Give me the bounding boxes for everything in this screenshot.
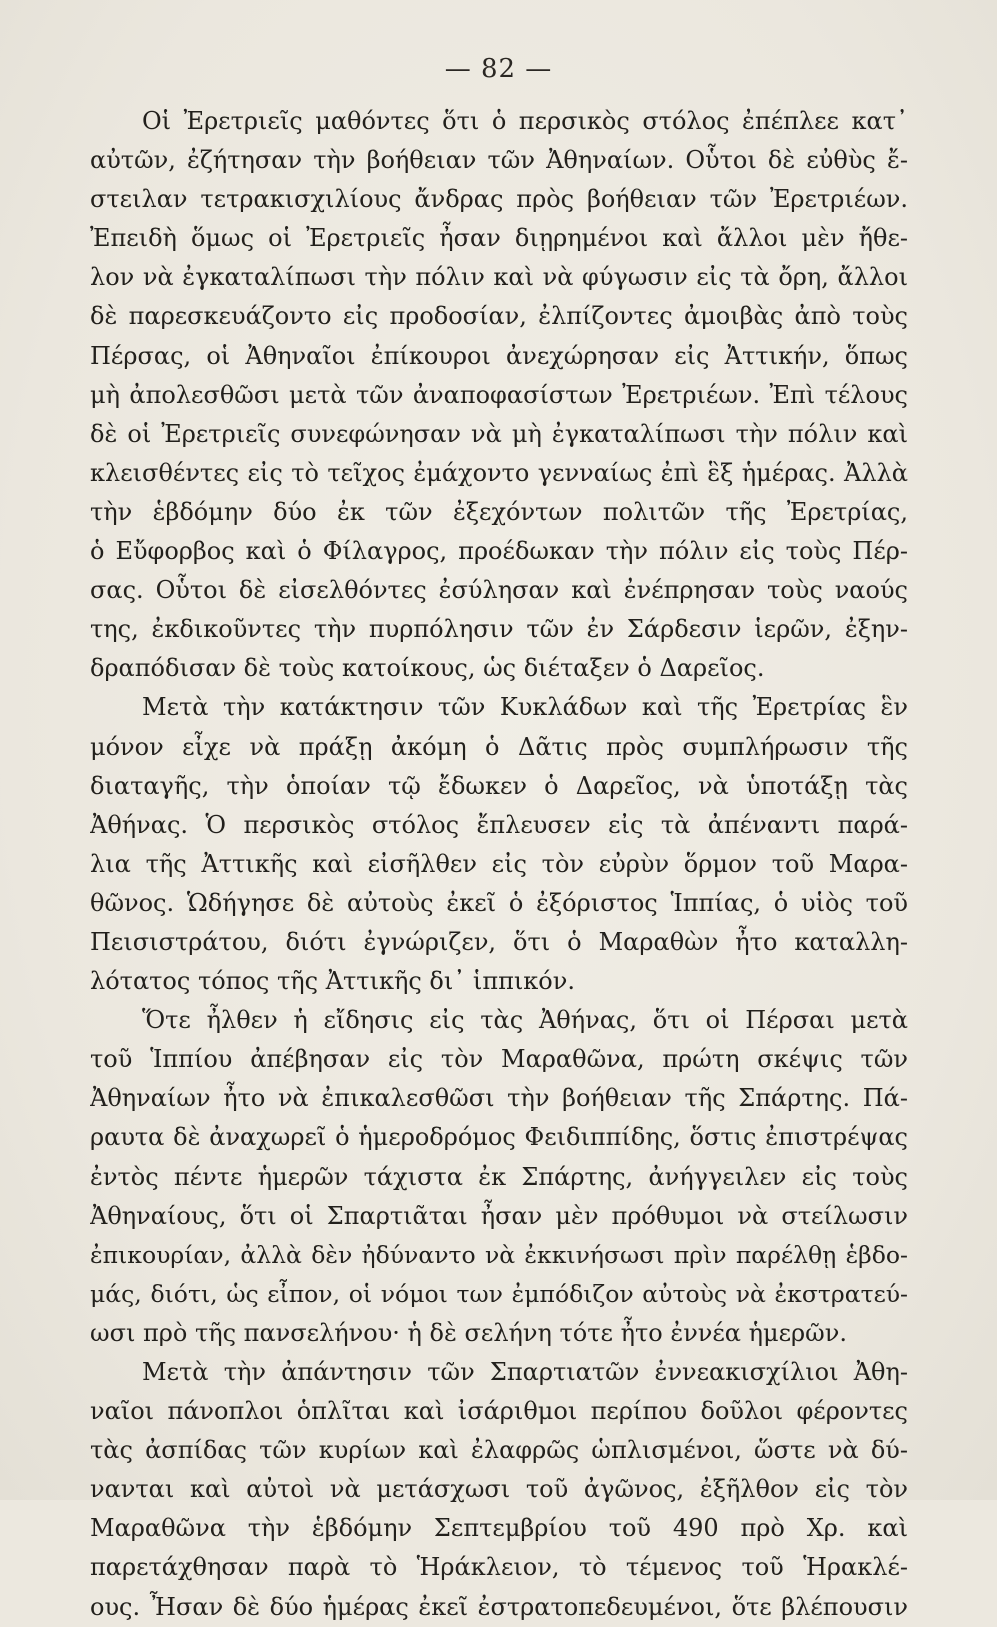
text-line: της, ἐκδικοῦντες τὴν πυρπόλησιν τῶν ἐν Σάρδεσιν ἱερῶν, ἐξην- [90, 615, 908, 644]
text-line: μόνον εἶχε νὰ πράξῃ ἀκόμη ὁ Δᾶτις πρὸς συμπλήρωσιν τῆς [90, 732, 908, 761]
text-line: δὲ παρεσκευάζοντο εἰς προδοσίαν, ἐλπίζοντες ἀμοιβὰς ἀπὸ τοὺς [90, 302, 908, 331]
text-line: τοῦ Ἱππίου ἀπέβησαν εἰς τὸν Μαραθῶνα, πρώτη σκέψις τῶν [90, 1045, 908, 1074]
text-line: μάς, διότι, ὡς εἶπον, οἱ νόμοι των ἐμπόδιζον αὐτοὺς νὰ ἐκστρατεύ- [90, 1279, 908, 1308]
text-line: λότατος τόπος τῆς Ἀττικῆς δι᾽ ἱππικόν. [90, 967, 575, 996]
text-line: σας. Οὗτοι δὲ εἰσελθόντες ἐσύλησαν καὶ ἐνέπρησαν τοὺς ναούς [90, 576, 908, 605]
text-line: τὰς ἀσπίδας τῶν κυρίων καὶ ἐλαφρῶς ὡπλισμένοι, ὥστε νὰ δύ- [90, 1436, 908, 1465]
text-line: λον νὰ ἐγκαταλίπωσι τὴν πόλιν καὶ νὰ φύγωσιν εἰς τὰ ὄρη, ἄλλοι [90, 263, 908, 292]
text-line: ωσι πρὸ τῆς πανσελήνου· ἡ δὲ σελήνη τότε ἦτο ἐννέα ἡμερῶν. [90, 1318, 847, 1347]
text-line: ναῖοι πάνοπλοι ὁπλῖται καὶ ἰσάριθμοι περίπου δοῦλοι φέροντες [90, 1397, 908, 1426]
text-line: κλεισθέντες εἰς τὸ τεῖχος ἐμάχοντο γενναίως ἐπὶ ἓξ ἡμέρας. Ἀλλὰ [90, 458, 908, 487]
text-line: θῶνος. Ὡδήγησε δὲ αὐτοὺς ἐκεῖ ὁ ἐξόριστος Ἱππίας, ὁ υἱὸς τοῦ [90, 888, 908, 917]
text-line: στειλαν τετρακισχιλίους ἄνδρας πρὸς βοήθειαν τῶν Ἐρετριέων. [90, 185, 908, 214]
text-line: ἐπικουρίαν, ἀλλὰ δὲν ἠδύναντο νὰ ἐκκινήσωσι πρὶν παρέλθῃ ἑβδο- [90, 1240, 908, 1269]
text-line: ὁ Εὔφορβος καὶ ὁ Φίλαγρος, προέδωκαν τὴν πόλιν εἰς τοὺς Πέρ- [90, 537, 908, 566]
text-line: ἐντὸς πέντε ἡμερῶν τάχιστα ἐκ Σπάρτης, ἀνήγγειλεν εἰς τοὺς [90, 1162, 908, 1191]
text-line: δραπόδισαν δὲ τοὺς κατοίκους, ὡς διέταξεν ὁ Δαρεῖος. [90, 654, 765, 683]
text-line: διαταγῆς, τὴν ὁποίαν τῷ ἔδωκεν ὁ Δαρεῖος, νὰ ὑποτάξῃ τὰς [90, 771, 908, 800]
text-line: Πέρσας, οἱ Ἀθηναῖοι ἐπίκουροι ἀνεχώρησαν εἰς Ἀττικήν, ὅπως [90, 341, 908, 370]
text-line: δὲ οἱ Ἐρετριεῖς συνεφώνησαν νὰ μὴ ἐγκαταλίπωσι τὴν πόλιν καὶ [90, 419, 908, 448]
page-number: — 82 — [444, 54, 553, 84]
text-line: Ἀθηναίων ἦτο νὰ ἐπικαλεσθῶσι τὴν βοήθειαν τῆς Σπάρτης. Πά- [90, 1084, 908, 1113]
text-line: Ἀθηναίους, ὅτι οἱ Σπαρτιᾶται ἦσαν μὲν πρόθυμοι νὰ στείλωσιν [90, 1201, 908, 1230]
text-line: Μαραθῶνα τὴν ἑβδόμην Σεπτεμβρίου τοῦ 490 πρὸ Χρ. καὶ [90, 1514, 908, 1543]
text-line: λια τῆς Ἀττικῆς καὶ εἰσῆλθεν εἰς τὸν εὐρὺν ὅρμον τοῦ Μαρα- [90, 849, 908, 878]
text-line: Ἀθήνας. Ὁ περσικὸς στόλος ἔπλευσεν εἰς τὰ ἀπέναντι παρά- [90, 810, 908, 839]
text-line: Ὅτε ἦλθεν ἡ εἴδησις εἰς τὰς Ἀθήνας, ὅτι οἱ Πέρσαι μετὰ [142, 1006, 908, 1035]
text-line: μὴ ἀπολεσθῶσι μετὰ τῶν ἀναποφασίστων Ἐρετριέων. Ἐπὶ τέλους [90, 380, 908, 409]
text-line: νανται καὶ αὐτοὶ νὰ μετάσχωσι τοῦ ἀγῶνος, ἐξῆλθον εἰς τὸν [90, 1475, 908, 1504]
text-line: Οἱ Ἐρετριεῖς μαθόντες ὅτι ὁ περσικὸς στόλος ἐπέπλεε κατ᾽ [142, 107, 908, 135]
text-line: τὴν ἑβδόμην δύο ἐκ τῶν ἐξεχόντων πολιτῶν τῆς Ἐρετρίας, [90, 497, 908, 526]
text-line: Μετὰ τὴν κατάκτησιν τῶν Κυκλάδων καὶ τῆς Ἐρετρίας ἓν [142, 693, 908, 722]
text-line: αὐτῶν, ἐζήτησαν τὴν βοήθειαν τῶν Ἀθηναίων. Οὗτοι δὲ εὐθὺς ἔ- [90, 146, 908, 175]
body-text [90, 102, 908, 1627]
text-line: Πεισιστράτου, διότι ἐγνώριζεν, ὅτι ὁ Μαραθὼν ἦτο καταλλη- [90, 927, 908, 956]
text-line: Ἐπειδὴ ὅμως οἱ Ἐρετριεῖς ἦσαν διῃρημένοι καὶ ἄλλοι μὲν ἤθε- [90, 224, 908, 253]
text-line: Μετὰ τὴν ἀπάντησιν τῶν Σπαρτιατῶν ἐννεακισχίλιοι Ἀθη- [142, 1358, 908, 1386]
text-line: παρετάχθησαν παρὰ τὸ Ἡράκλειον, τὸ τέμενος τοῦ Ἡρακλέ- [90, 1553, 908, 1582]
text-line: ους. Ἦσαν δὲ δύο ἡμέρας ἐκεῖ ἐστρατοπεδευμένοι, ὅτε βλέπουσιν [90, 1592, 908, 1621]
text-line: ραυτα δὲ ἀναχωρεῖ ὁ ἡμεροδρόμος Φειδιππίδης, ὅστις ἐπιστρέψας [90, 1123, 908, 1152]
